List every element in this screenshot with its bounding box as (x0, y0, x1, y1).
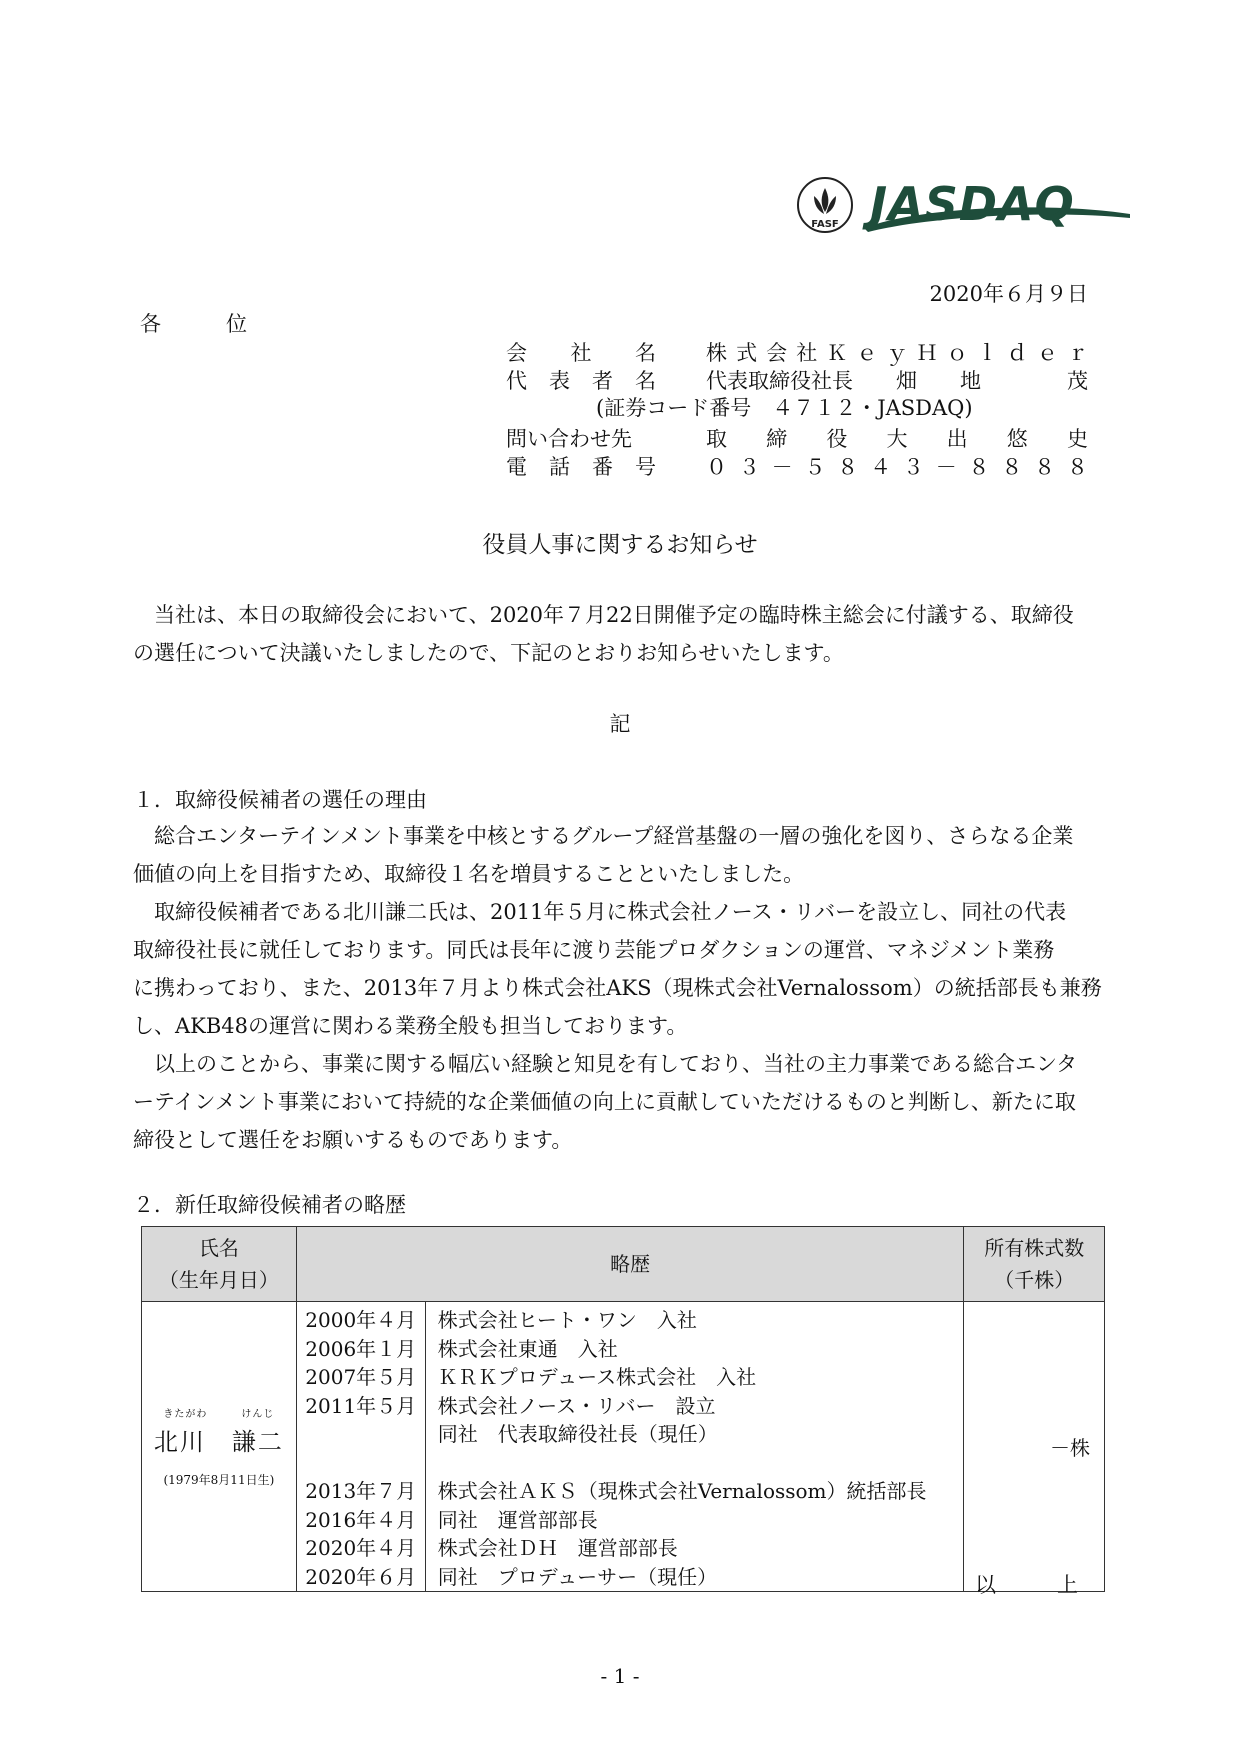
intro-paragraph (133, 596, 1107, 672)
body-line: 価値の向上を目指すため、取締役１名を増員することといたしました。 (133, 862, 805, 886)
history-entry: 株式会社ＤＨ 運営部部長 (437, 1536, 678, 1560)
history-entry: 同社 運営部部長 (437, 1507, 598, 1532)
body-line: し、AKB48の運営に関わる業務全般も担当しております。 (133, 1014, 688, 1038)
securities-code: (証券コード番号 ４７１２・JASDAQ) (596, 396, 973, 420)
intro-line: 当社は、本日の取締役会において、2020年７月22日開催予定の臨時株主総会に付議する、取締役 (133, 603, 1074, 627)
company-name-label: 会 社 名 (506, 341, 656, 365)
history-date: 2000年４月 (305, 1308, 417, 1332)
closing-mark: 以 上 (975, 1573, 1098, 1597)
body-line: ーテインメント事業において持続的な企業価値の向上に貢献していただけるものと判断し、新たに取 (133, 1090, 1076, 1114)
history-date: 2007年５月 (305, 1365, 417, 1389)
history-header: 略歴 (296, 1227, 964, 1302)
phone-value: ０ ３ － ５ ８ ４ ３ － ８ ８ ８ ８ (706, 455, 1088, 479)
representative-label: 代 表 者 名 (506, 369, 656, 393)
history-entry: 同社 代表取締役社長（現任） (437, 1422, 718, 1446)
body-line: 取締役候補者である北川謙二氏は、2011年５月に株式会社ノース・リバーを設立し、同社の代表 (133, 900, 1067, 924)
history-entry: ＫＲＫプロデュース株式会社 入社 (437, 1365, 757, 1389)
body-line: に携わっており、また、2013年７月より株式会社AKS（現株式会社Vernalossom）の統括部長も兼務 (133, 976, 1102, 1000)
body-line: 締役として選任をお願いするものであります。 (133, 1128, 573, 1152)
fasf-text: FASF (811, 219, 839, 230)
name-header: 氏名 （生年月日） (142, 1227, 297, 1302)
history-date: 2013年７月 (305, 1479, 417, 1503)
contact-label: 問い合わせ先 (506, 427, 632, 451)
body-line: 取締役社長に就任しております。同氏は長年に渡り芸能プロダクションの運営、マネジメント業務 (133, 938, 1055, 962)
document-date: 2020年６月９日 (929, 282, 1088, 306)
history-date: 2016年４月 (305, 1507, 417, 1532)
candidate-birthdate: (1979年8月11日生) (163, 1473, 275, 1487)
history-entry: 株式会社ＡＫＳ（現株式会社Vernalossom）統括部長 (437, 1479, 927, 1503)
header-logos (796, 176, 1131, 236)
intro-line: の選任について決議いたしましたので、下記のとおりお知らせいたします。 (133, 641, 844, 665)
candidate-name-cell (142, 1302, 297, 1592)
history-date: 2011年５月 (305, 1393, 417, 1418)
furigana: きたがわ けんじ (163, 1409, 275, 1420)
history-date (297, 1449, 425, 1478)
jasdaq-text: JASDAQ (870, 177, 1075, 231)
body-line: 総合エンターテインメント事業を中核とするグループ経営基盤の一層の強化を図り、さらなる企業 (133, 824, 1074, 848)
history-entry: 株式会社東通 入社 (437, 1336, 618, 1361)
history-dates (296, 1302, 425, 1592)
candidate-name: 北川 謙二 (153, 1428, 284, 1456)
section2-heading: ２．新任取締役候補者の略歴 (133, 1193, 406, 1217)
shares-cell: －株 (964, 1302, 1105, 1592)
company-name-row (506, 338, 1088, 366)
shares-header: 所有株式数 （千株） (964, 1227, 1105, 1302)
phone-row (506, 452, 1088, 480)
history-entry (438, 1449, 964, 1478)
addressee: 各 位 (140, 312, 269, 336)
history-date: 2020年６月 (305, 1564, 417, 1589)
contact-value: 取 締 役 大 出 悠 史 (706, 427, 1088, 451)
ki-marker: 記 (609, 712, 631, 736)
fasf-logo (796, 176, 854, 234)
phone-label: 電 話 番 号 (506, 455, 656, 479)
representative-row (506, 366, 1088, 394)
company-name-value: 株 式 会 社 Ｋ ｅ ｙ Ｈ ｏ ｌ ｄ ｅ ｒ (706, 341, 1088, 365)
body-line: 以上のことから、事業に関する幅広い経験と知見を有しており、当社の主力事業である総合エンタ (133, 1052, 1078, 1076)
section1-body (133, 817, 1107, 1159)
document-title: 役員人事に関するお知らせ (482, 532, 758, 558)
history-date: 2006年１月 (305, 1336, 417, 1361)
history-entry: 同社 プロデューサー（現任） (437, 1564, 718, 1589)
history-entry: 株式会社ノース・リバー 設立 (437, 1393, 716, 1418)
history-date (297, 1420, 425, 1449)
history-entries (425, 1302, 964, 1592)
table-row (142, 1302, 1105, 1592)
jasdaq-logo (862, 176, 1132, 236)
table-header-row (142, 1227, 1105, 1302)
history-date: 2020年４月 (305, 1536, 417, 1560)
history-entry: 株式会社ヒート・ワン 入社 (437, 1308, 697, 1332)
contact-row (506, 424, 1088, 452)
representative-value: 代表取締役社長 畑 地 茂 (706, 369, 1088, 393)
page-number: - 1 - (600, 1664, 640, 1688)
section1-heading: １．取締役候補者の選任の理由 (133, 788, 427, 812)
